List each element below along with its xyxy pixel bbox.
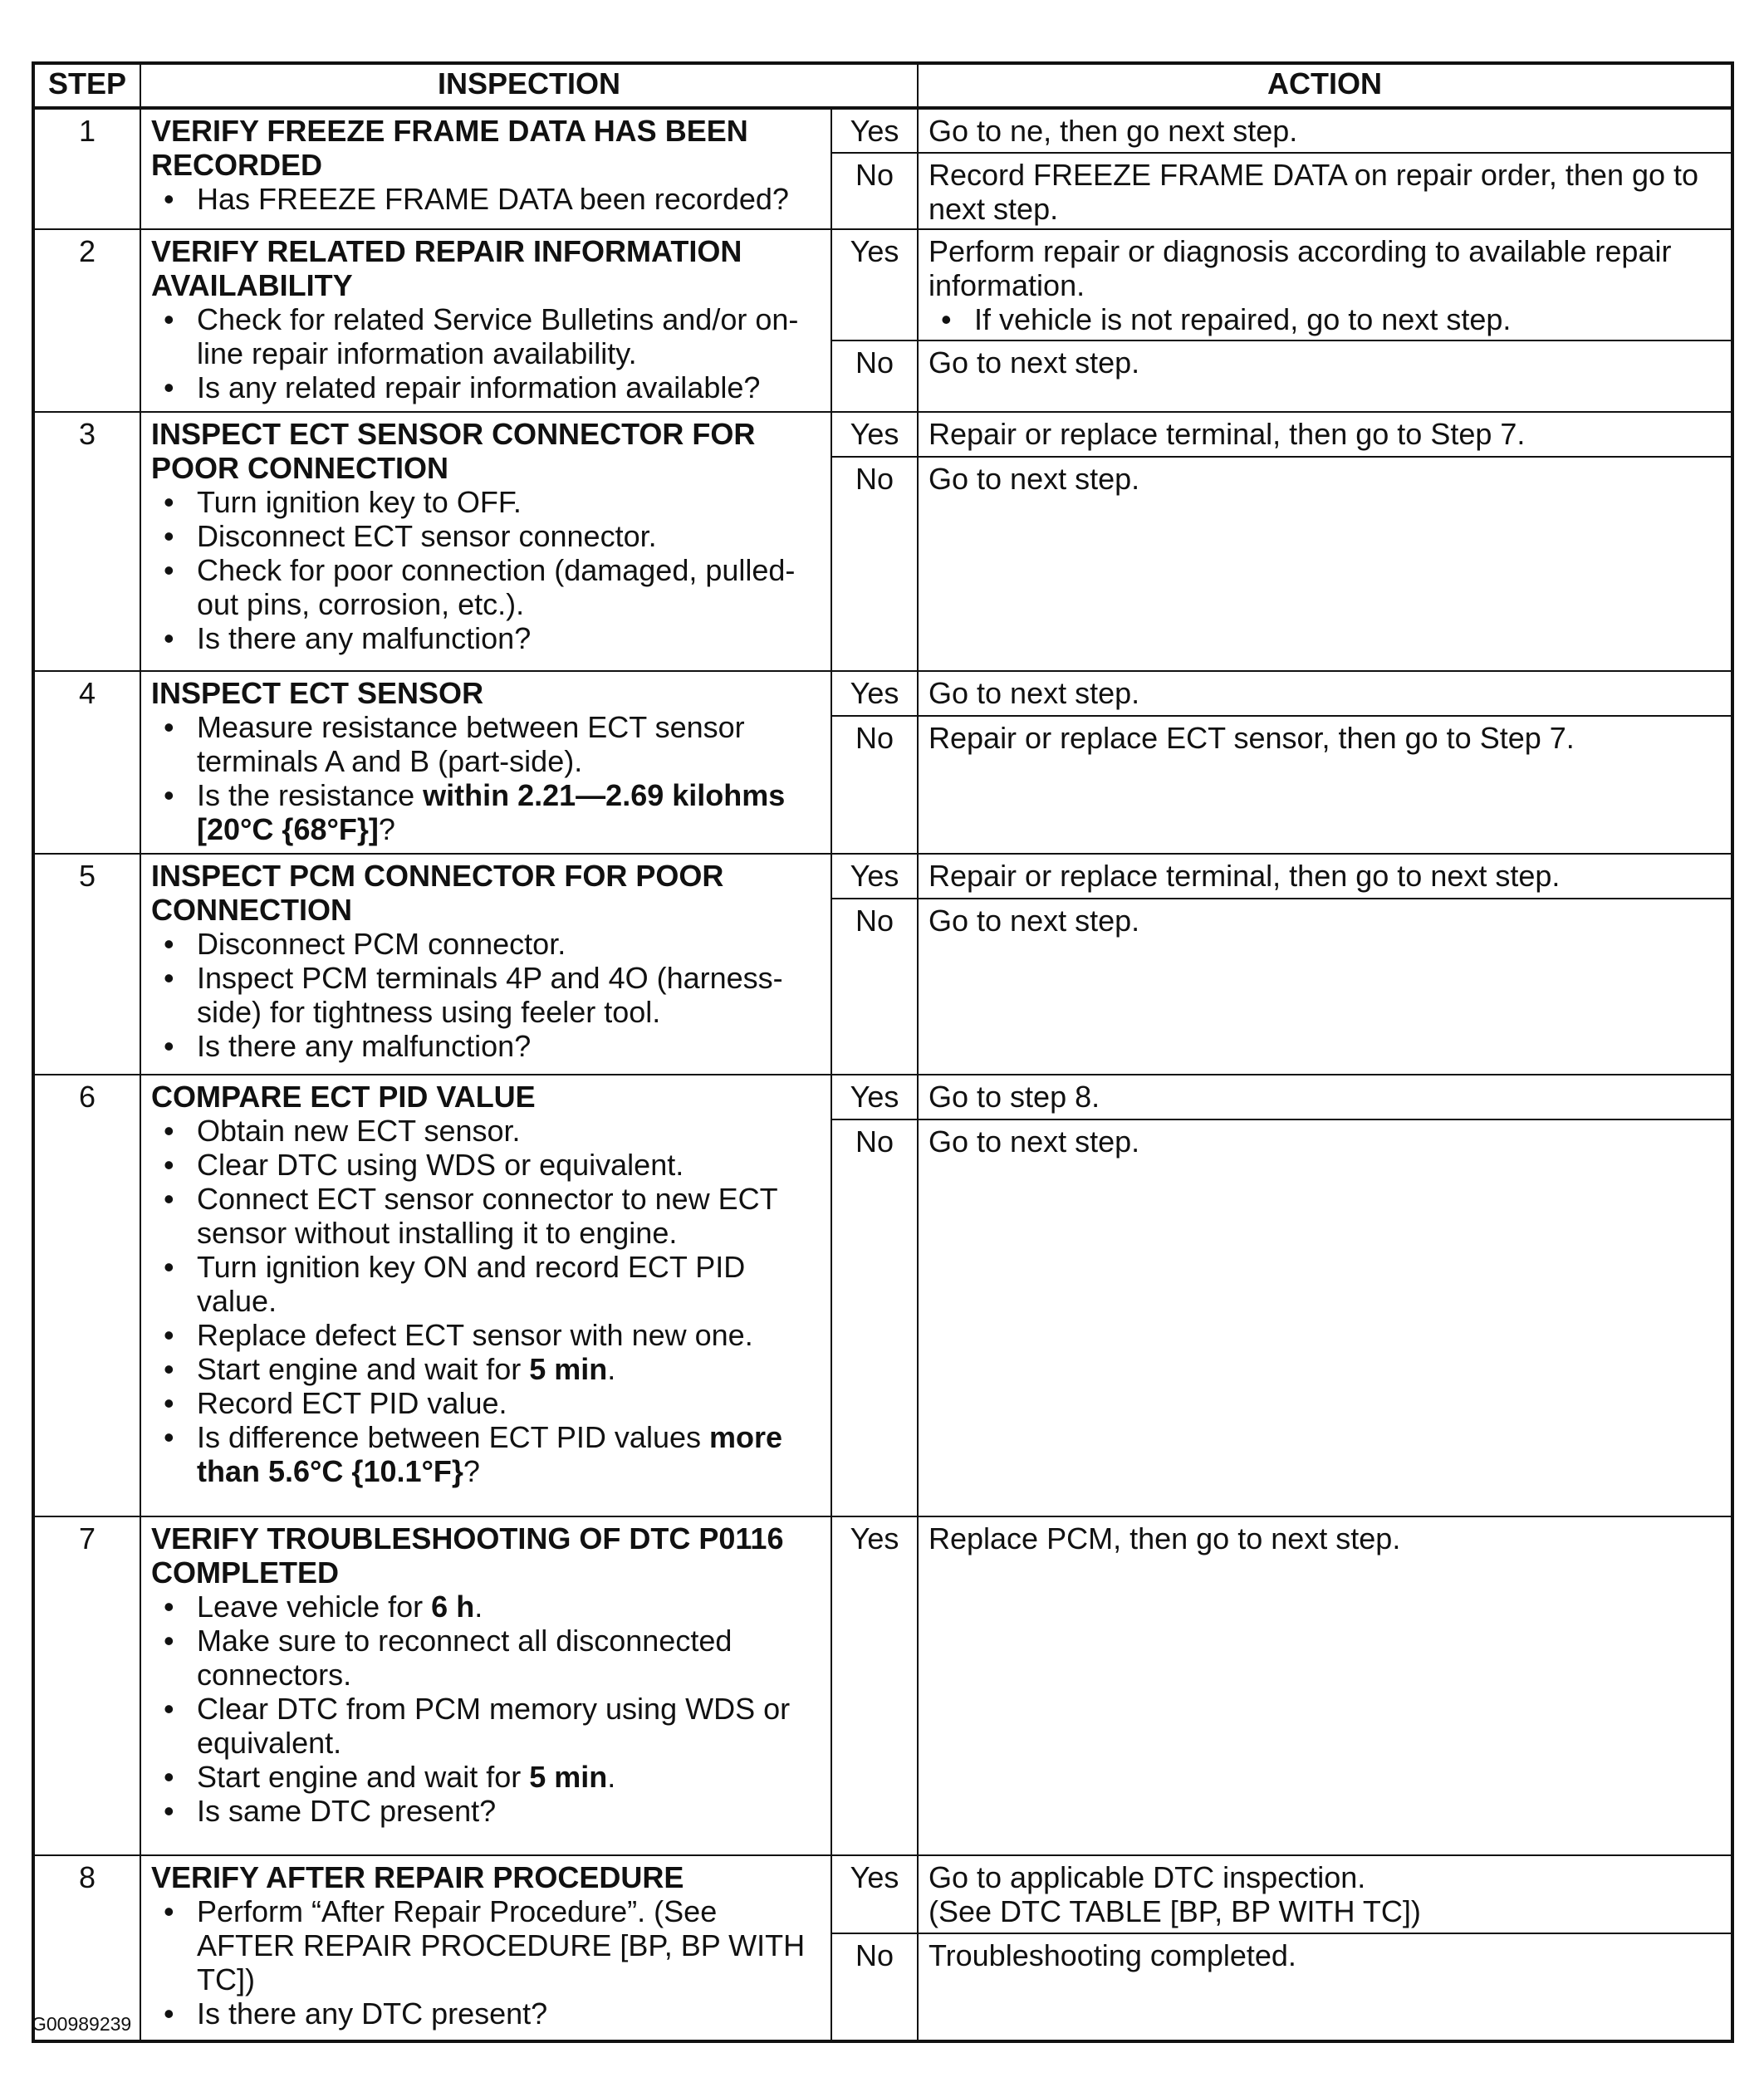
yes-action	[918, 671, 1732, 716]
no-action: Record FREEZE FRAME DATA on repair order, then go to next step.	[918, 153, 1732, 229]
item-text: .	[607, 1352, 616, 1386]
item-text: Is difference between ECT PID values	[197, 1420, 709, 1454]
item-text: .	[474, 1590, 483, 1624]
item-text: Is there any malfunction?	[197, 621, 532, 655]
inspection-item	[197, 485, 821, 519]
inspection-item	[197, 1996, 821, 2031]
inspection-item	[197, 302, 821, 370]
no-action: Go to next step.	[918, 899, 1732, 1075]
table-row	[33, 1075, 1732, 1119]
yes-label: Yes	[831, 1855, 918, 1933]
yes-label: Yes	[831, 671, 918, 716]
inspection-item	[197, 1590, 821, 1624]
no-label: No	[831, 457, 918, 671]
inspection-item	[197, 778, 821, 846]
inspection-item	[197, 1250, 821, 1318]
item-text: Disconnect ECT sensor connector.	[197, 519, 657, 553]
step-title: INSPECT PCM CONNECTOR FOR POOR CONNECTION	[151, 859, 724, 927]
action-reference: (See DTC TABLE [BP, BP WITH TC])	[929, 1894, 1421, 1928]
item-text: Make sure to reconnect all disconnected connectors.	[197, 1624, 733, 1692]
step-number: 4	[33, 671, 140, 854]
step-number: 7	[33, 1516, 140, 1855]
step-number: 8	[33, 1855, 140, 2041]
inspection-list	[151, 485, 821, 655]
item-text: Replace defect ECT sensor with new one.	[197, 1318, 753, 1352]
no-label: No	[831, 1933, 918, 2041]
item-text: Obtain new ECT sensor.	[197, 1114, 521, 1148]
item-text: Record ECT PID value.	[197, 1386, 507, 1420]
item-text: ?	[463, 1454, 480, 1488]
inspection-item	[197, 1420, 821, 1488]
yes-action	[918, 1516, 1732, 1855]
no-label: No	[831, 153, 918, 229]
item-text: Start engine and wait for	[197, 1760, 530, 1794]
step-title: VERIFY RELATED REPAIR INFORMATION AVAILABILITY	[151, 234, 742, 302]
item-text: Is any related repair information available?	[197, 370, 761, 404]
inspection-item	[197, 1318, 821, 1352]
item-text: Check for related Service Bulletins and/or on-line repair information availability.	[197, 302, 799, 370]
item-text: Has FREEZE FRAME DATA been recorded?	[197, 182, 789, 216]
step-title: INSPECT ECT SENSOR CONNECTOR FOR POOR CONNECTION	[151, 417, 756, 485]
table-row	[33, 1516, 1732, 1855]
inspection-item	[197, 710, 821, 778]
no-label: No	[831, 899, 918, 1075]
inspection-cell	[140, 1855, 831, 2041]
inspection-cell	[140, 1516, 831, 1855]
inspection-item	[197, 1182, 821, 1250]
inspection-list	[151, 1894, 821, 2031]
item-text: Perform “After Repair Procedure”. (See AFTER REPAIR PROCEDURE [BP, BP WITH TC])	[197, 1894, 806, 1996]
table-row	[33, 854, 1732, 899]
yes-label: Yes	[831, 854, 918, 899]
no-action: Go to next step.	[918, 340, 1732, 412]
inspection-item	[197, 621, 821, 655]
table-header-row	[33, 63, 1732, 108]
table-row	[33, 1855, 1732, 1933]
inspection-item	[197, 553, 821, 621]
inspection-item	[197, 1894, 821, 1996]
yes-action	[918, 412, 1732, 457]
item-text: Measure resistance between ECT sensor terminals A and B (part-side).	[197, 710, 745, 778]
action-item: • If vehicle is not repaired, go to next step.	[974, 302, 1721, 336]
item-text: Connect ECT sensor connector to new ECT sensor without installing it to engine.	[197, 1182, 778, 1250]
item-text: .	[607, 1760, 616, 1794]
step-number: 1	[33, 108, 140, 229]
yes-label: Yes	[831, 412, 918, 457]
item-text: Is the resistance	[197, 778, 424, 812]
yes-action	[918, 1855, 1732, 1933]
item-text: Clear DTC using WDS or equivalent.	[197, 1148, 684, 1182]
no-label: No	[831, 716, 918, 854]
action-text: Repair or replace terminal, then go to Step 7.	[929, 417, 1526, 451]
header-step: STEP	[33, 63, 140, 108]
no-label: No	[831, 340, 918, 412]
table-row	[33, 108, 1732, 153]
action-text: Go to applicable DTC inspection.	[929, 1860, 1366, 1894]
inspection-list	[151, 182, 821, 216]
yes-label: Yes	[831, 229, 918, 340]
yes-action	[918, 108, 1732, 153]
emphasis-text: 5 min	[529, 1760, 608, 1794]
action-text: Perform repair or diagnosis according to available repair information.	[929, 234, 1672, 302]
item-text: Turn ignition key to OFF.	[197, 485, 522, 519]
action-text: Repair or replace terminal, then go to next step.	[929, 859, 1561, 893]
item-text: Leave vehicle for	[197, 1590, 432, 1624]
step-title: VERIFY TROUBLESHOOTING OF DTC P0116 COMPLETED	[151, 1521, 784, 1590]
item-text: Clear DTC from PCM memory using WDS or equivalent.	[197, 1692, 791, 1760]
item-text: Is same DTC present?	[197, 1794, 497, 1828]
inspection-table	[32, 61, 1734, 2043]
figure-id: G00989239	[32, 2013, 132, 2035]
step-title: VERIFY FREEZE FRAME DATA HAS BEEN RECORDED	[151, 114, 748, 182]
header-inspection: INSPECTION	[140, 63, 918, 108]
step-number: 6	[33, 1075, 140, 1516]
inspection-cell	[140, 229, 831, 412]
item-text: Disconnect PCM connector.	[197, 927, 566, 961]
inspection-cell	[140, 854, 831, 1075]
inspection-item	[197, 1794, 821, 1828]
inspection-item	[197, 182, 821, 216]
no-action: Repair or replace ECT sensor, then go to Step 7.	[918, 716, 1732, 854]
no-label: No	[831, 1119, 918, 1516]
inspection-cell	[140, 671, 831, 854]
inspection-list	[151, 927, 821, 1063]
inspection-cell	[140, 1075, 831, 1516]
emphasis-text: more than 5.6°C {10.1°F}	[197, 1420, 783, 1488]
yes-action	[918, 229, 1732, 340]
yes-label: Yes	[831, 1075, 918, 1119]
inspection-cell	[140, 108, 831, 229]
table-row	[33, 671, 1732, 716]
item-text: Is there any malfunction?	[197, 1029, 532, 1063]
item-text: Inspect PCM terminals 4P and 4O (harness-side) for tightness using feeler tool.	[197, 961, 783, 1029]
inspection-list	[151, 710, 821, 846]
action-list	[929, 302, 1721, 336]
inspection-item	[197, 1386, 821, 1420]
item-text: Is there any DTC present?	[197, 1996, 548, 2031]
table-row	[33, 412, 1732, 457]
step-number: 5	[33, 854, 140, 1075]
action-text: Go to step 8.	[929, 1080, 1100, 1114]
inspection-item	[197, 1624, 821, 1692]
no-action: Troubleshooting completed.	[918, 1933, 1732, 2041]
action-text: Replace PCM, then go to next step.	[929, 1521, 1401, 1555]
inspection-item	[197, 1352, 821, 1386]
inspection-item	[197, 927, 821, 961]
header-action: ACTION	[918, 63, 1732, 108]
item-text: ?	[378, 812, 395, 846]
item-text: Turn ignition key ON and record ECT PID value.	[197, 1250, 746, 1318]
inspection-item	[197, 370, 821, 404]
item-text: Check for poor connection (damaged, pulled-out pins, corrosion, etc.).	[197, 553, 796, 621]
no-action: Go to next step.	[918, 1119, 1732, 1516]
inspection-item	[197, 1114, 821, 1148]
action-text: Go to ne, then go next step.	[929, 114, 1298, 148]
inspection-item	[197, 1760, 821, 1794]
inspection-item	[197, 1148, 821, 1182]
yes-label: Yes	[831, 1516, 918, 1855]
emphasis-text: 5 min	[529, 1352, 608, 1386]
step-number: 3	[33, 412, 140, 671]
inspection-item	[197, 961, 821, 1029]
inspection-list	[151, 302, 821, 404]
inspection-list	[151, 1590, 821, 1828]
emphasis-text: 6 h	[431, 1590, 475, 1624]
yes-action	[918, 1075, 1732, 1119]
step-title: COMPARE ECT PID VALUE	[151, 1080, 536, 1114]
inspection-cell	[140, 412, 831, 671]
step-title: VERIFY AFTER REPAIR PROCEDURE	[151, 1860, 684, 1894]
emphasis-text: within 2.21—2.69 kilohms [20°C {68°F}]	[197, 778, 786, 846]
action-text: Go to next step.	[929, 676, 1140, 710]
step-number: 2	[33, 229, 140, 412]
inspection-item	[197, 519, 821, 553]
item-text: Start engine and wait for	[197, 1352, 530, 1386]
inspection-list	[151, 1114, 821, 1488]
inspection-item	[197, 1029, 821, 1063]
yes-label: Yes	[831, 108, 918, 153]
table-row	[33, 229, 1732, 340]
inspection-item	[197, 1692, 821, 1760]
no-action: Go to next step.	[918, 457, 1732, 671]
step-title: INSPECT ECT SENSOR	[151, 676, 484, 710]
yes-action	[918, 854, 1732, 899]
